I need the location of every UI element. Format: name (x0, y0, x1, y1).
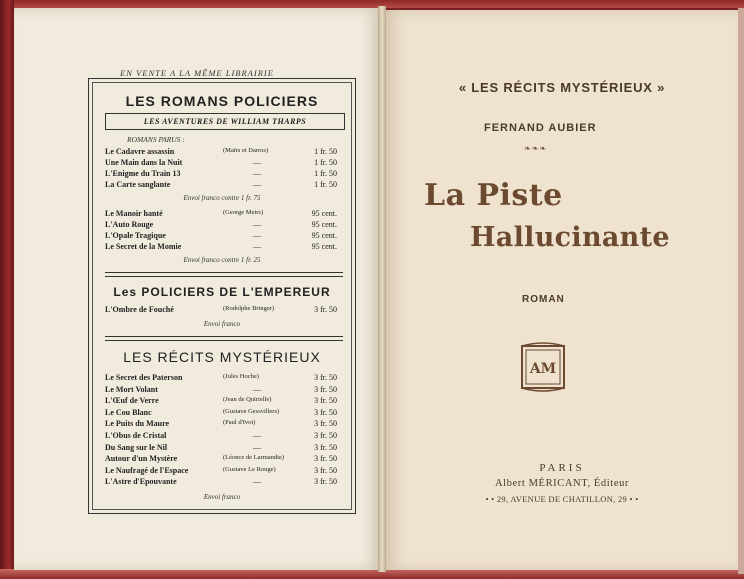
catalog-row-price: 3 fr. 50 (314, 384, 337, 394)
catalog-row-price: 95 cent. (311, 209, 337, 218)
catalog-row-author: (Rodolphe Bringer) (223, 305, 275, 312)
catalog-row-price: 3 fr. 50 (314, 431, 337, 440)
catalog-row-price: 95 cent. (311, 231, 337, 240)
series-name: « LES RÉCITS MYSTÉRIEUX » (458, 80, 666, 95)
romans-parus-label: ROMANS PARUS : (127, 135, 185, 144)
catalog-note-4: Envoi franco (203, 493, 241, 501)
catalog-row-price: 3 fr. 50 (314, 454, 337, 464)
left-page (14, 8, 380, 570)
catalog-row-title: L'Astre d'Epouvante (105, 477, 177, 487)
catalog-row-ditto: — (253, 231, 261, 240)
catalog-row-ditto: — (253, 158, 261, 167)
catalog-row-author: (Gustave Gessvillers) (223, 407, 280, 415)
catalog-row-author: (Maïrs et Darros) (223, 147, 269, 154)
catalog-row-title: Le Secret des Paterson (105, 373, 183, 382)
page-block-edge (738, 8, 744, 574)
catalog-row (105, 220, 349, 231)
catalog-note-2: Envoi franco contre 1 fr. 25 (183, 256, 261, 264)
catalog-row (105, 419, 349, 430)
catalog-row (105, 443, 349, 454)
catalog-note-1: Envoi franco contre 1 fr. 75 (183, 194, 261, 202)
catalog-row-title: L'Opale Tragique (105, 231, 166, 240)
svg-text:AM: AM (529, 361, 557, 377)
catalog-row (105, 147, 349, 158)
catalog-row-title: La Carte sanglante (105, 180, 171, 189)
catalog-row (105, 466, 349, 477)
genre-label: ROMAN (522, 294, 565, 305)
catalog-header: EN VENTE A LA MÊME LIBRAIRIE (120, 68, 274, 78)
book-gutter (378, 6, 386, 572)
catalog-row (105, 454, 349, 465)
publisher-address: • • 29, AVENUE DE CHATILLON, 29 • • (485, 494, 639, 504)
section-title-recits-mysterieux: LES RÉCITS MYSTÉRIEUX (123, 349, 321, 365)
catalog-row-price: 95 cent. (311, 242, 337, 251)
catalog-row-title: Le Manoir hanté (105, 209, 163, 218)
publisher-name: Albert MÉRICANT, Éditeur (494, 478, 630, 489)
catalog-row (105, 231, 349, 242)
catalog-row-title: L'Enigme du Train 13 (105, 169, 181, 178)
catalog-row (105, 242, 349, 253)
catalog-row (105, 431, 349, 442)
section-title-romans-policiers: LES ROMANS POLICIERS (125, 93, 319, 109)
catalog-row (105, 373, 349, 384)
catalog-row-price: 1 fr. 50 (314, 180, 337, 189)
catalog-row-price: 3 fr. 50 (314, 396, 337, 406)
catalog-row-price: 3 fr. 50 (314, 373, 337, 382)
catalog-box (88, 78, 356, 514)
catalog-row-price: 3 fr. 50 (314, 477, 337, 487)
catalog-row-ditto: — (253, 220, 261, 229)
catalog-row-title: Autour d'un Mystère (105, 454, 178, 464)
author-name: FERNAND AUBIER (484, 122, 597, 134)
publisher-city: PARIS (539, 462, 585, 474)
catalog-row-price: 3 fr. 50 (314, 305, 337, 314)
catalog-row-title: L'Œuf de Verre (105, 396, 159, 406)
catalog-row-price: 3 fr. 50 (314, 465, 337, 475)
publisher-logo-icon (520, 342, 566, 392)
section-divider-2 (105, 336, 343, 341)
catalog-row-price: 1 fr. 50 (314, 147, 337, 156)
catalog-row-author: (Léonce de Larmandie) (223, 454, 284, 462)
catalog-row-author: (Jean de Quirielle) (223, 396, 272, 404)
catalog-row-price: 1 fr. 50 (314, 158, 337, 167)
catalog-row-author: (Paul d'Ivoi) (223, 419, 256, 427)
catalog-row (105, 180, 349, 191)
catalog-row-ditto: — (253, 431, 261, 440)
catalog-row (105, 169, 349, 180)
catalog-row (105, 209, 349, 220)
catalog-row-price: 3 fr. 50 (314, 442, 337, 452)
catalog-row-title: Du Sang sur le Nil (105, 442, 168, 452)
catalog-row-price: 95 cent. (311, 220, 337, 229)
section-title-policiers-empereur: Les POLICIERS DE L'EMPEREUR (113, 285, 331, 299)
catalog-row-title: Le Cadavre assassin (105, 147, 175, 156)
catalog-row (105, 477, 349, 488)
catalog-row (105, 408, 349, 419)
catalog-row (105, 396, 349, 407)
catalog-row-author: (Jules Hoche) (223, 373, 259, 380)
catalog-row-title: Le Mort Volant (105, 384, 158, 394)
catalog-row (105, 158, 349, 169)
catalog-row-title: Le Puits du Maure (105, 419, 170, 429)
catalog-row-title: L'Ombre de Fouché (105, 305, 174, 314)
catalog-row-title: Le Naufragé de l'Espace (105, 465, 189, 475)
catalog-row-author: (George Meirs) (223, 209, 264, 216)
book-title-line-1: La Piste (424, 178, 563, 213)
catalog-row-ditto: — (253, 180, 261, 189)
catalog-row-title: Une Main dans la Nuit (105, 158, 183, 167)
catalog-note-3: Envoi franco (203, 320, 241, 328)
catalog-row (105, 305, 349, 316)
author-ornament: ❧❧❧ (524, 144, 548, 153)
section-subtitle-william-tharps: LES AVENTURES DE WILLIAM THARPS (105, 113, 345, 130)
catalog-row-title: Le Secret de la Momie (105, 242, 182, 251)
book-title-line-2: Hallucinante (470, 222, 670, 253)
catalog-row-title: L'Obus de Cristal (105, 431, 167, 440)
catalog-row-ditto: — (253, 384, 261, 394)
catalog-row-ditto: — (253, 169, 261, 178)
catalog-inner-frame (92, 82, 352, 510)
section-divider-1 (105, 272, 343, 277)
cover-edge-top (0, 0, 744, 8)
cover-edge-left (0, 0, 14, 579)
catalog-row-ditto: — (253, 442, 261, 452)
catalog-row-price: 3 fr. 50 (314, 419, 337, 429)
catalog-row-price: 1 fr. 50 (314, 169, 337, 178)
catalog-row-author: (Gustave Le Rouge) (223, 465, 276, 473)
catalog-row-title: Le Cou Blanc (105, 407, 152, 417)
catalog-row-title: L'Auto Rouge (105, 220, 154, 229)
catalog-row-ditto: — (253, 477, 261, 487)
cover-edge-bottom (0, 569, 744, 579)
catalog-row (105, 385, 349, 396)
catalog-row-ditto: — (253, 242, 261, 251)
right-page-title-page (386, 10, 738, 570)
catalog-row-price: 3 fr. 50 (314, 407, 337, 417)
